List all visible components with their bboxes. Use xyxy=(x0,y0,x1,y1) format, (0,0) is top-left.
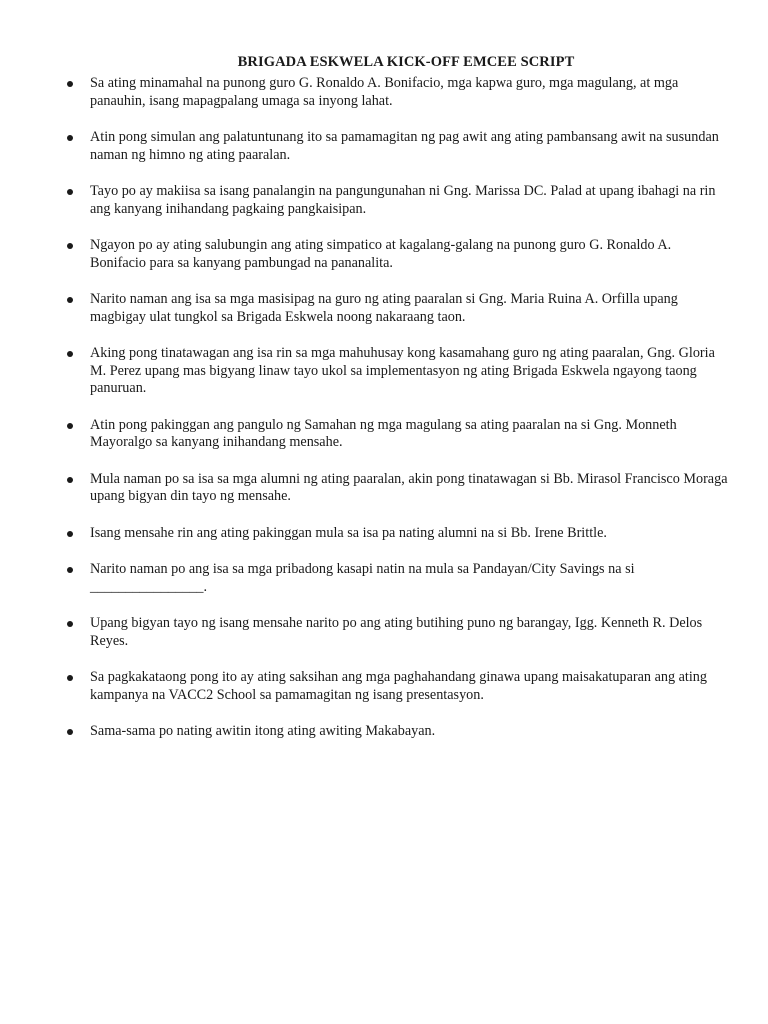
list-item xyxy=(0,723,768,741)
list-item-text: Sama-sama po nating awitin itong ating awiting Makabayan. xyxy=(90,723,436,739)
list-item xyxy=(0,417,768,452)
list-item xyxy=(0,561,768,596)
script-list xyxy=(0,75,768,760)
bullet-icon xyxy=(67,243,73,249)
bullet-icon xyxy=(67,675,73,681)
list-item-text: Narito naman po ang isa sa mga pribadong kasapi natin na mula sa Pandayan/City Savings na si ________________. xyxy=(90,561,635,595)
bullet-icon xyxy=(67,135,73,141)
list-item-text: Upang bigyan tayo ng isang mensahe narito po ang ating butihing puno ng barangay, Igg. Kenneth R. Delos Reyes. xyxy=(90,615,703,649)
list-item-text: Atin pong simulan ang palatuntunang ito sa pamamagitan ng pag awit ang ating pambansang awit na susundan naman ng himno ng ating paaralan. xyxy=(90,129,719,163)
bullet-icon xyxy=(67,189,73,195)
list-item-text: Tayo po ay makiisa sa isang panalangin na pangungunahan ni Gng. Marissa DC. Palad at upang ibahagi na rin ang kanyang inihandang pagkaing pangkaisipan. xyxy=(90,183,716,217)
list-item-text: Sa ating minamahal na punong guro G. Ronaldo A. Bonifacio, mga kapwa guro, mga magulang, at mga panauhin, isang mapagpalang umaga sa inyong lahat. xyxy=(90,75,679,109)
bullet-icon xyxy=(67,297,73,303)
bullet-icon xyxy=(67,81,73,87)
list-item xyxy=(0,525,768,543)
list-item-text: Narito naman ang isa sa mga masisipag na guro ng ating paaralan si Gng. Maria Ruina A. Orfilla upang magbigay ulat tungkol sa Brigada Eskwela noong nakaraang taon. xyxy=(90,291,678,325)
list-item-text: Sa pagkakataong pong ito ay ating saksihan ang mga paghahandang ginawa upang maisakatuparan ang ating kampanya na VACC2 School sa pamamagitan ng isang presentasyon. xyxy=(90,669,707,703)
list-item-text: Atin pong pakinggan ang pangulo ng Samahan ng mga magulang sa ating paaralan na si Gng. Monneth Mayoralgo sa kanyang inihandang mensahe. xyxy=(90,416,677,450)
list-item-text: Mula naman po sa isa sa mga alumni ng ating paaralan, akin pong tinatawagan si Bb. Mirasol Francisco Moraga upang bigyan din tayo ng mensahe. xyxy=(90,470,728,504)
bullet-icon xyxy=(67,531,73,537)
bullet-icon xyxy=(67,351,73,357)
bullet-icon xyxy=(67,729,73,735)
list-item xyxy=(0,669,768,704)
list-item-text: Ngayon po ay ating salubungin ang ating simpatico at kagalang-galang na punong guro G. Ronaldo A. Bonifacio para sa kanyang pambungad na pananalita. xyxy=(90,237,672,271)
list-item xyxy=(0,345,768,398)
list-item xyxy=(0,471,768,506)
list-item xyxy=(0,615,768,650)
bullet-icon xyxy=(67,621,73,627)
list-item xyxy=(0,183,768,218)
document-title: BRIGADA ESKWELA KICK-OFF EMCEE SCRIPT xyxy=(237,54,575,70)
list-item xyxy=(0,237,768,272)
list-item-text: Aking pong tinatawagan ang isa rin sa mga mahuhusay kong kasamahang guro ng ating paaralan, Gng. Gloria M. Perez upang mas bigyang linaw tayo ukol sa implementasyon ng ating Brigada Eskwela ngayong taong panuruan. xyxy=(90,345,715,396)
list-item xyxy=(0,129,768,164)
bullet-icon xyxy=(67,567,73,573)
bullet-icon xyxy=(67,477,73,483)
list-item xyxy=(0,291,768,326)
bullet-icon xyxy=(67,423,73,429)
list-item xyxy=(0,75,768,110)
list-item-text: Isang mensahe rin ang ating pakinggan mula sa isa pa nating alumni na si Bb. Irene Brittle. xyxy=(90,524,607,541)
